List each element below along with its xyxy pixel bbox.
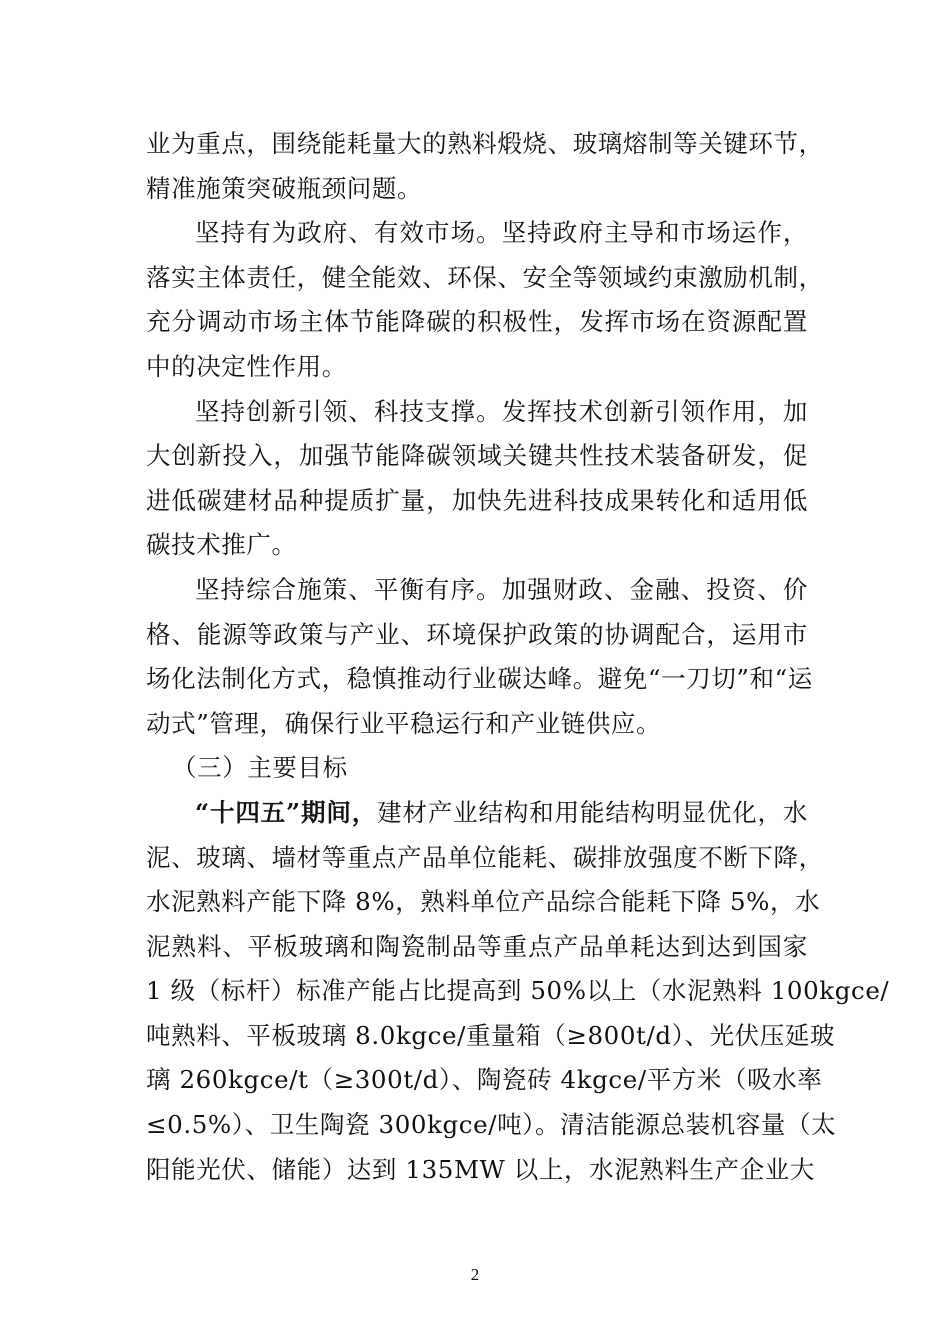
- text-line: 璃 260kgce/t（≥300t/d）、陶瓷砖 4kgce/平方米（吸水率: [146, 1065, 823, 1095]
- document-body: [146, 122, 890, 1192]
- text-line: 落实主体责任，健全能效、环保、安全等领域约束激励机制，: [146, 262, 824, 292]
- paragraph-main-targets: [146, 791, 890, 1192]
- text-line: 泥熟料、平板玻璃和陶瓷制品等重点产品单耗达到达到国家: [146, 931, 808, 961]
- section-heading-main-targets: （三）主要目标: [172, 753, 348, 783]
- page-number: 2: [470, 1265, 480, 1284]
- text-line: 场化法制化方式，稳慎推动行业碳达峰。避免“一刀切”和“运: [146, 664, 813, 694]
- paragraph-innovation: [146, 390, 808, 568]
- paragraph-comprehensive-policy: [146, 568, 813, 746]
- text-line: 动式”管理，确保行业平稳运行和产业链供应。: [146, 708, 662, 738]
- text-line: 阳能光伏、储能）达到 135MW 以上，水泥熟料生产企业大: [146, 1154, 816, 1184]
- text-line: [146, 791, 808, 836]
- text-line: 坚持创新引领、科技支撑。发挥技术创新引领作用，加: [195, 396, 808, 426]
- text-line: 坚持有为政府、有效市场。坚持政府主导和市场运作，: [195, 218, 808, 248]
- text-line: 格、能源等政策与产业、环境保护政策的协调配合，运用市: [146, 619, 808, 649]
- text-line: 碳技术推广。: [146, 530, 297, 560]
- text-line: 充分调动市场主体节能降碳的积极性，发挥市场在资源配置: [146, 307, 808, 337]
- text-run: 建材产业结构和用能结构明显优化，水: [377, 797, 809, 827]
- text-line: 进低碳建材品种提质扩量，加快先进科技成果转化和适用低: [146, 485, 808, 515]
- text-line: 中的决定性作用。: [146, 351, 347, 381]
- text-line: 吨熟料、平板玻璃 8.0kgce/重量箱（≥800t/d）、光伏压延玻: [146, 1020, 836, 1050]
- text-line: 大创新投入，加强节能降碳领域关键共性技术装备研发，促: [146, 441, 808, 471]
- paragraph-government-market: [146, 211, 824, 389]
- text-line: 1 级（标杆）标准产能占比提高到 50%以上（水泥熟料 100kgce/: [146, 976, 890, 1006]
- period-lead: “十四五”期间，: [195, 797, 378, 827]
- text-line: 坚持综合施策、平衡有序。加强财政、金融、投资、价: [195, 574, 808, 604]
- text-line: 泥、玻璃、墙材等重点产品单位能耗、碳排放强度不断下降，: [146, 842, 824, 872]
- text-line: 精准施策突破瓶颈问题。: [146, 173, 423, 203]
- paragraph-priority-focus: [146, 122, 824, 211]
- text-line: ≤0.5%）、卫生陶瓷 300kgce/吨）。清洁能源总装机容量（太: [146, 1110, 837, 1140]
- text-line: 业为重点，围绕能耗量大的熟料煅烧、玻璃熔制等关键环节，: [146, 129, 824, 158]
- text-line: 水泥熟料产能下降 8%，熟料单位产品综合能耗下降 5%，水: [146, 887, 821, 917]
